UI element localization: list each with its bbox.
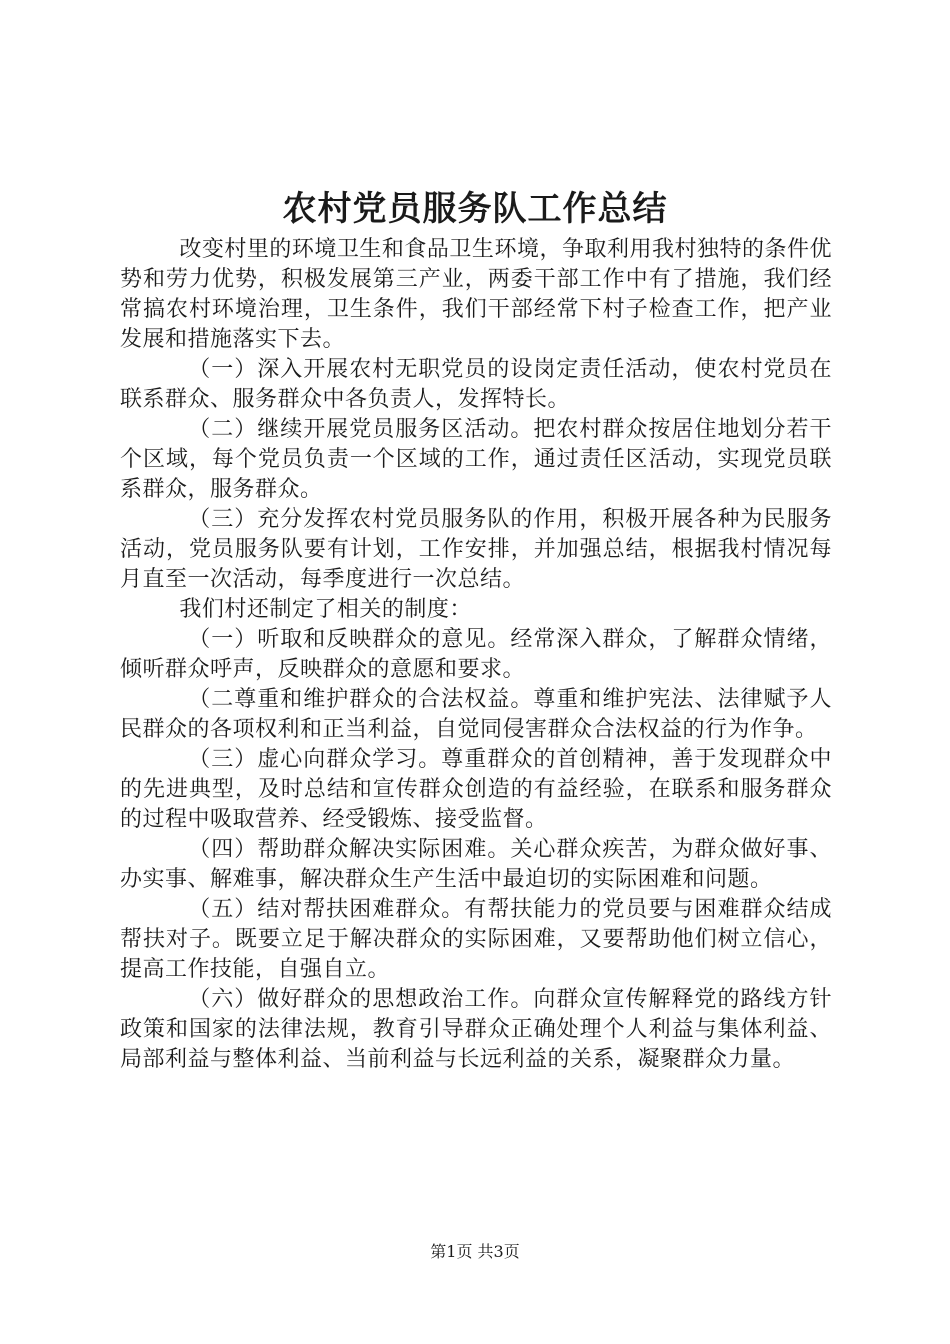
paragraph-rule-1: （一）听取和反映群众的意见。经常深入群众，了解群众情绪，倾听群众呼声，反映群众的意愿和要求。 xyxy=(120,627,832,682)
paragraph-rule-2: （二尊重和维护群众的合法权益。尊重和维护宪法、法律赋予人民群众的各项权利和正当利益，自觉同侵害群众合法权益的行为作争。 xyxy=(120,687,832,742)
paragraph-item-3: （三）充分发挥农村党员服务队的作用，积极开展各种为民服务活动，党员服务队要有计划，工作安排，并加强总结，根据我村情况每月直至一次活动，每季度进行一次总结。 xyxy=(120,507,832,592)
paragraph-rule-3: （三）虚心向群众学习。尊重群众的首创精神，善于发现群众中的先进典型，及时总结和宣传群众创造的有益经验，在联系和服务群众的过程中吸取营养、经受锻炼、接受监督。 xyxy=(120,747,832,832)
paragraph-rule-4: （四）帮助群众解决实际困难。关心群众疾苦，为群众做好事、办实事、解难事，解决群众生产生活中最迫切的实际困难和问题。 xyxy=(120,837,832,892)
document-title: 农村党员服务队工作总结 xyxy=(282,189,668,229)
paragraph-intro: 改变村里的环境卫生和食品卫生环境，争取利用我村独特的条件优势和劳力优势，积极发展第三产业，两委干部工作中有了措施，我们经常搞农村环境治理，卫生条件，我们干部经常下村子检查工作，把产业发展和措施落实下去。 xyxy=(120,237,832,352)
paragraph-rules-intro: 我们村还制定了相关的制度： xyxy=(179,597,472,622)
page-number-footer: 第1页 共3页 xyxy=(430,1242,520,1261)
paragraph-item-2: （二）继续开展党员服务区活动。把农村群众按居住地划分若干个区域，每个党员负责一个区域的工作，通过责任区活动，实现党员联系群众，服务群众。 xyxy=(120,417,832,502)
paragraph-rule-5: （五）结对帮扶困难群众。有帮扶能力的党员要与困难群众结成帮扶对子。既要立足于解决群众的实际困难，又要帮助他们树立信心，提高工作技能，自强自立。 xyxy=(120,897,832,982)
paragraph-item-1: （一）深入开展农村无职党员的设岗定责任活动，使农村党员在联系群众、服务群众中各负责人，发挥特长。 xyxy=(120,357,832,412)
paragraph-rule-6: （六）做好群众的思想政治工作。向群众宣传解释党的路线方针政策和国家的法律法规，教育引导群众正确处理个人利益与集体利益、局部利益与整体利益、当前利益与长远利益的关系，凝聚群众力量。 xyxy=(120,987,832,1072)
document-body xyxy=(120,235,832,1075)
